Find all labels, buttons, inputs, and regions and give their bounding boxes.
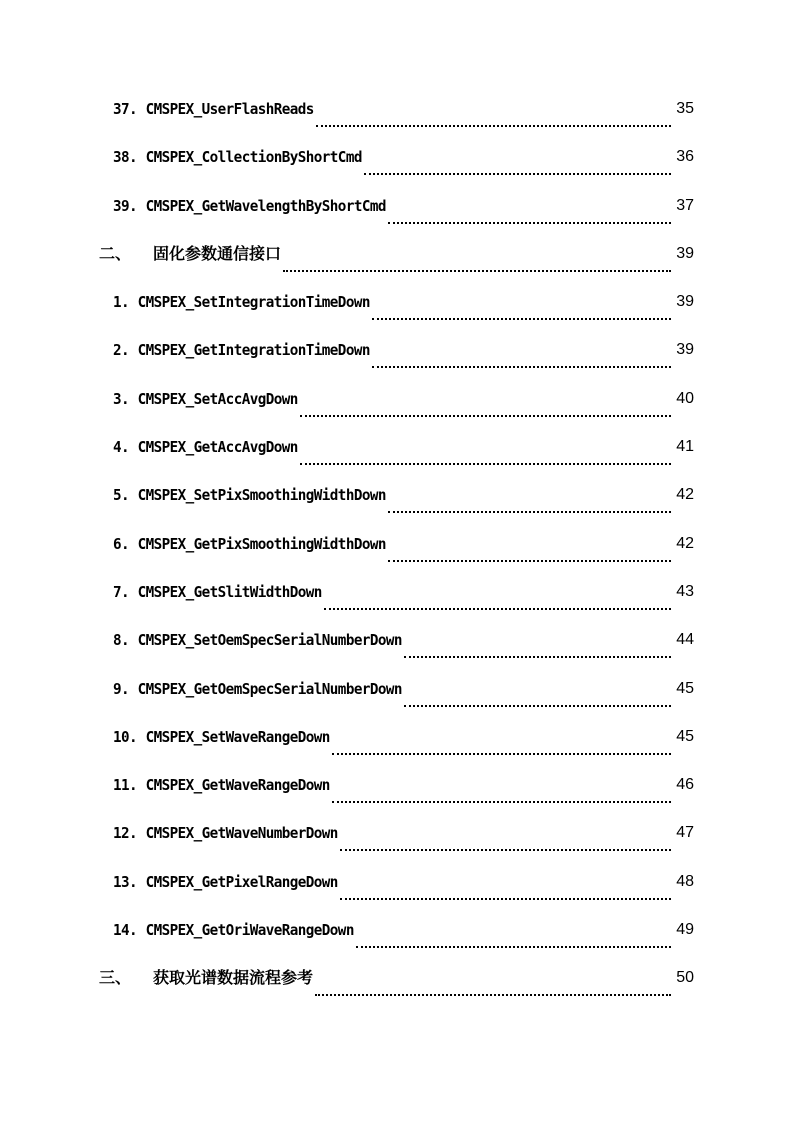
- toc-entry-page-number: 39: [676, 341, 694, 359]
- toc-section[interactable]: [0, 967, 793, 1015]
- toc-entry-number: 10.: [113, 727, 138, 746]
- toc-entry[interactable]: [0, 533, 793, 581]
- toc-entry[interactable]: [0, 726, 793, 774]
- toc-entry[interactable]: [0, 436, 793, 484]
- toc-entry-page-number: 37: [676, 196, 694, 214]
- toc-entry-title: CMSPEX_GetPixelRangeDown: [145, 872, 338, 891]
- toc-entry[interactable]: [0, 484, 793, 532]
- toc-entry-page-number: 36: [676, 148, 694, 166]
- toc-section[interactable]: [0, 243, 793, 291]
- toc-entry[interactable]: [0, 146, 793, 194]
- toc-entry-title: CMSPEX_GetOriWaveRangeDown: [145, 921, 354, 940]
- toc-entry-number: 4.: [113, 438, 130, 457]
- toc-entry[interactable]: [0, 388, 793, 436]
- dot-leader: [315, 994, 671, 996]
- dot-leader: [283, 270, 671, 272]
- toc-entry-page-number: 42: [676, 534, 694, 552]
- toc-entry-number: 8.: [113, 631, 130, 650]
- toc-entry-number: 5.: [113, 486, 130, 505]
- dot-leader: [300, 463, 671, 465]
- toc-entry[interactable]: [0, 581, 793, 629]
- toc-entry-number: 37.: [113, 100, 138, 118]
- dot-leader: [388, 560, 671, 562]
- dot-leader: [364, 173, 671, 175]
- toc-entry[interactable]: [0, 871, 793, 919]
- dot-leader: [372, 366, 671, 368]
- dot-leader: [356, 946, 671, 948]
- toc-entry-number: 39.: [113, 196, 138, 215]
- toc-entry-title: CMSPEX_UserFlashReads: [145, 100, 314, 118]
- dot-leader: [372, 318, 671, 320]
- toc-section-number: 三、: [99, 968, 132, 988]
- toc-entry-page-number: 40: [676, 389, 694, 407]
- dot-leader: [388, 222, 671, 224]
- toc-entry-title: CMSPEX_GetWaveRangeDown: [145, 776, 330, 795]
- toc-entry-title: CMSPEX_GetAccAvgDown: [137, 438, 298, 457]
- toc-entry-page-number: 35: [676, 100, 694, 117]
- toc-entry-title: CMSPEX_GetIntegrationTimeDown: [137, 341, 370, 360]
- dot-leader: [332, 753, 671, 755]
- toc-entry[interactable]: [0, 629, 793, 677]
- toc-entry-title: CMSPEX_GetWavelengthByShortCmd: [145, 196, 386, 215]
- toc-entry-number: 14.: [113, 921, 138, 940]
- toc-entry-number: 11.: [113, 776, 138, 795]
- toc-entry-number: 3.: [113, 389, 130, 408]
- toc-entry-number: 7.: [113, 582, 130, 601]
- toc-entry-number: 13.: [113, 872, 138, 891]
- toc-entry-page-number: 43: [676, 582, 694, 600]
- dot-leader: [340, 898, 671, 900]
- toc-entry[interactable]: [0, 98, 793, 146]
- dot-leader: [316, 125, 671, 127]
- dot-leader: [332, 801, 671, 803]
- toc-entry-title: CMSPEX_SetPixSmoothingWidthDown: [137, 486, 386, 505]
- toc-entry[interactable]: [0, 678, 793, 726]
- toc-entry[interactable]: [0, 195, 793, 243]
- toc-entry-page-number: 44: [676, 631, 694, 649]
- toc-entry-title: CMSPEX_CollectionByShortCmd: [145, 148, 362, 167]
- toc-entry-title: CMSPEX_SetAccAvgDown: [137, 389, 298, 408]
- toc-entry[interactable]: [0, 919, 793, 967]
- toc-entry-page-number: 42: [676, 486, 694, 504]
- dot-leader: [388, 511, 671, 513]
- toc-entry-page-number: 47: [676, 824, 694, 842]
- dot-leader: [340, 849, 671, 851]
- toc-entry[interactable]: [0, 822, 793, 870]
- toc-entry[interactable]: [0, 339, 793, 387]
- toc-entry[interactable]: [0, 291, 793, 339]
- toc-entry-page-number: 41: [676, 438, 694, 456]
- toc-entry-title: CMSPEX_GetWaveNumberDown: [145, 824, 338, 843]
- toc-entry-number: 38.: [113, 148, 138, 167]
- toc-entry-title: CMSPEX_SetWaveRangeDown: [145, 727, 330, 746]
- toc-entry-page-number: 45: [676, 727, 694, 745]
- toc-entry-page-number: 49: [676, 921, 694, 939]
- toc-entry-number: 2.: [113, 341, 130, 360]
- toc-entry-number: 9.: [113, 679, 130, 698]
- toc-entry-page-number: 48: [676, 872, 694, 890]
- dot-leader: [300, 415, 671, 417]
- toc-entry-title: CMSPEX_SetIntegrationTimeDown: [137, 293, 370, 312]
- toc-section-page-number: 50: [676, 969, 694, 987]
- toc-entry-title: CMSPEX_GetOemSpecSerialNumberDown: [137, 679, 402, 698]
- toc-entry-number: 6.: [113, 534, 130, 553]
- dot-leader: [324, 608, 671, 610]
- toc-entry-number: 1.: [113, 293, 130, 312]
- toc-entry[interactable]: [0, 774, 793, 822]
- toc-entry-page-number: 45: [676, 679, 694, 697]
- toc-section-page-number: 39: [676, 244, 694, 262]
- toc-section-title: 固化参数通信接口: [153, 243, 282, 263]
- toc-section-number: 二、: [99, 243, 132, 263]
- toc-entry-title: CMSPEX_SetOemSpecSerialNumberDown: [137, 631, 402, 650]
- toc-entry-number: 12.: [113, 824, 138, 843]
- toc-entry-title: CMSPEX_GetSlitWidthDown: [137, 582, 322, 601]
- table-of-contents: [0, 98, 793, 1016]
- dot-leader: [404, 656, 671, 658]
- toc-entry-title: CMSPEX_GetPixSmoothingWidthDown: [137, 534, 386, 553]
- toc-entry-page-number: 46: [676, 776, 694, 794]
- toc-entry-page-number: 39: [676, 293, 694, 311]
- toc-section-title: 获取光谱数据流程参考: [153, 968, 314, 988]
- dot-leader: [404, 705, 671, 707]
